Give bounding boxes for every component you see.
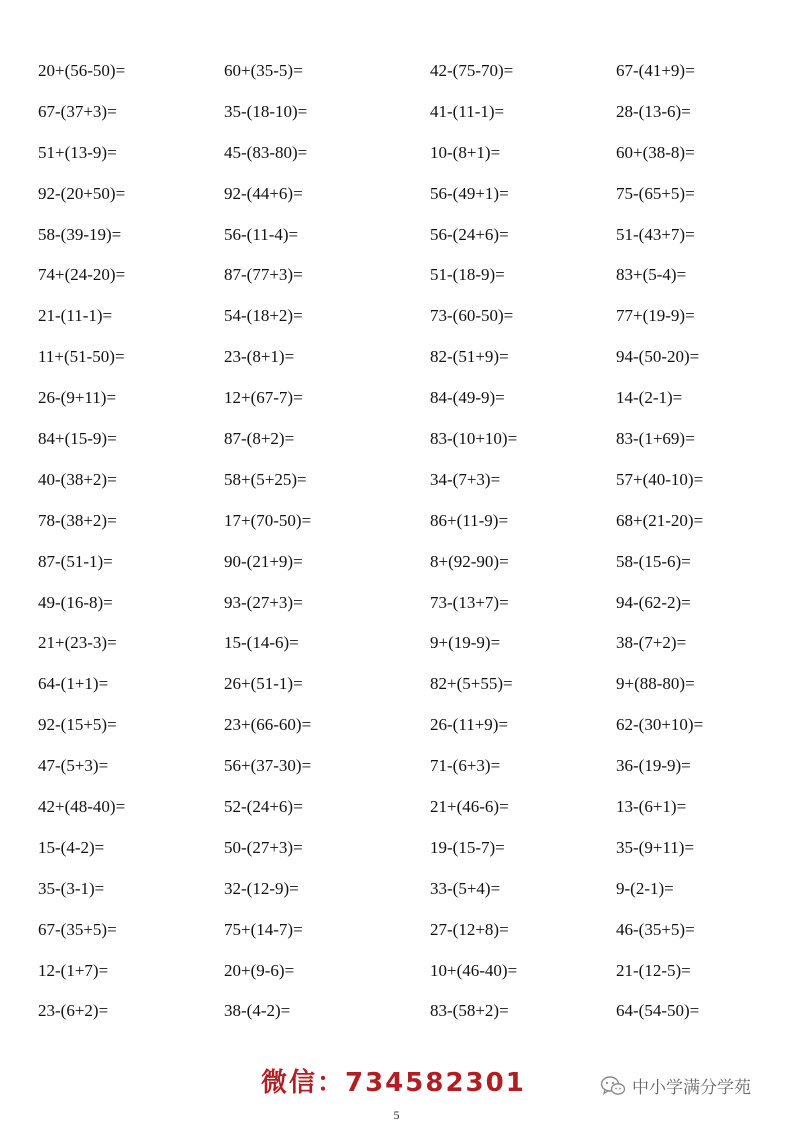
problem-row bbox=[0, 93, 793, 134]
problem-row bbox=[0, 461, 793, 502]
math-problem: 26-(9+11)= bbox=[38, 388, 117, 408]
problem-row bbox=[0, 706, 793, 747]
math-problem: 42+(48-40)= bbox=[38, 797, 126, 817]
math-problem: 23+(66-60)= bbox=[224, 715, 312, 735]
math-problem: 34-(7+3)= bbox=[430, 469, 501, 489]
problem-row bbox=[0, 216, 793, 257]
problem-row bbox=[0, 665, 793, 706]
problem-row bbox=[0, 992, 793, 1033]
math-problem: 60+(35-5)= bbox=[224, 61, 303, 80]
math-problem: 56-(49+1)= bbox=[430, 183, 509, 203]
math-problem: 83-(1+69)= bbox=[616, 429, 695, 449]
math-problem: 94-(50-20)= bbox=[616, 347, 700, 367]
math-problem: 45-(83-80)= bbox=[224, 142, 308, 162]
math-problem: 60+(38-8)= bbox=[616, 142, 695, 162]
math-problem: 77+(19-9)= bbox=[616, 306, 695, 326]
math-problem: 83+(5-4)= bbox=[616, 265, 687, 285]
math-problem: 56-(24+6)= bbox=[430, 224, 509, 244]
math-problem: 33-(5+4)= bbox=[430, 878, 501, 898]
problem-row bbox=[0, 747, 793, 788]
math-problem: 68+(21-20)= bbox=[616, 510, 704, 530]
math-problem: 86+(11-9)= bbox=[430, 510, 509, 530]
math-problem: 21+(23-3)= bbox=[38, 633, 117, 653]
math-problem: 12+(67-7)= bbox=[224, 388, 303, 408]
math-problem: 27-(12+8)= bbox=[430, 919, 509, 939]
math-problem: 94-(62-2)= bbox=[616, 592, 691, 612]
math-problem: 23-(8+1)= bbox=[224, 347, 295, 367]
problem-row bbox=[0, 256, 793, 297]
math-problem: 12-(1+7)= bbox=[38, 960, 109, 980]
math-problem: 87-(77+3)= bbox=[224, 265, 303, 285]
math-problem: 84+(15-9)= bbox=[38, 429, 117, 449]
brand-watermark bbox=[600, 1073, 751, 1098]
math-problem: 87-(8+2)= bbox=[224, 429, 295, 449]
math-problem: 15-(14-6)= bbox=[224, 633, 299, 653]
math-problem: 9+(88-80)= bbox=[616, 674, 695, 694]
math-problem: 75-(65+5)= bbox=[616, 183, 695, 203]
math-problem: 52-(24+6)= bbox=[224, 797, 303, 817]
math-problem: 67-(37+3)= bbox=[38, 101, 117, 121]
math-problem: 8+(92-90)= bbox=[430, 551, 509, 571]
math-problem: 17+(70-50)= bbox=[224, 510, 312, 530]
math-problem: 90-(21+9)= bbox=[224, 551, 303, 571]
math-problem: 64-(54-50)= bbox=[616, 1001, 700, 1021]
math-problem: 93-(27+3)= bbox=[224, 592, 303, 612]
page-number: 5 bbox=[393, 1108, 400, 1122]
math-problem: 84-(49-9)= bbox=[430, 388, 505, 408]
math-problem: 15-(4-2)= bbox=[38, 837, 105, 857]
problem-row bbox=[0, 788, 793, 829]
math-problem: 82-(51+9)= bbox=[430, 347, 509, 367]
math-problem: 32-(12-9)= bbox=[224, 878, 299, 898]
math-problem: 75+(14-7)= bbox=[224, 919, 303, 939]
math-problem: 10+(46-40)= bbox=[430, 960, 518, 980]
problem-grid bbox=[0, 52, 793, 1033]
math-problem: 38-(4-2)= bbox=[224, 1001, 291, 1021]
math-problem: 71-(6+3)= bbox=[430, 756, 501, 776]
problem-row bbox=[0, 829, 793, 870]
math-problem: 83-(58+2)= bbox=[430, 1001, 509, 1021]
math-problem: 92-(15+5)= bbox=[38, 715, 117, 735]
math-problem: 92-(20+50)= bbox=[38, 183, 126, 203]
math-problem: 58-(39-19)= bbox=[38, 224, 122, 244]
problem-row bbox=[0, 911, 793, 952]
math-problem: 9+(19-9)= bbox=[430, 633, 501, 653]
math-problem: 42-(75-70)= bbox=[430, 61, 514, 80]
wechat-contact: 微信：734582301 bbox=[261, 1068, 526, 1098]
math-problem: 21-(11-1)= bbox=[38, 306, 113, 326]
math-problem: 51-(43+7)= bbox=[616, 224, 695, 244]
brand-name: 中小学满分学苑 bbox=[632, 1078, 751, 1098]
math-problem: 54-(18+2)= bbox=[224, 306, 303, 326]
math-problem: 82+(5+55)= bbox=[430, 674, 513, 694]
math-problem: 21+(46-6)= bbox=[430, 797, 509, 817]
math-problem: 47-(5+3)= bbox=[38, 756, 109, 776]
math-problem: 14-(2-1)= bbox=[616, 388, 683, 408]
math-problem: 51+(13-9)= bbox=[38, 142, 117, 162]
problem-row bbox=[0, 379, 793, 420]
math-problem: 35-(18-10)= bbox=[224, 101, 308, 121]
problem-row bbox=[0, 338, 793, 379]
math-problem: 40-(38+2)= bbox=[38, 469, 117, 489]
math-problem: 56-(11-4)= bbox=[224, 224, 299, 244]
math-problem: 57+(40-10)= bbox=[616, 469, 704, 489]
math-problem: 9-(2-1)= bbox=[616, 878, 674, 898]
math-problem: 10-(8+1)= bbox=[430, 142, 501, 162]
math-problem: 19-(15-7)= bbox=[430, 837, 505, 857]
problem-row bbox=[0, 584, 793, 625]
math-problem: 20+(56-50)= bbox=[38, 61, 126, 80]
math-problem: 67-(41+9)= bbox=[616, 61, 695, 80]
math-problem: 78-(38+2)= bbox=[38, 510, 117, 530]
math-problem: 49-(16-8)= bbox=[38, 592, 113, 612]
math-problem: 51-(18-9)= bbox=[430, 265, 505, 285]
math-problem: 62-(30+10)= bbox=[616, 715, 704, 735]
math-problem: 21-(12-5)= bbox=[616, 960, 691, 980]
math-problem: 58-(15-6)= bbox=[616, 551, 691, 571]
math-problem: 36-(19-9)= bbox=[616, 756, 691, 776]
math-problem: 23-(6+2)= bbox=[38, 1001, 109, 1021]
problem-row bbox=[0, 543, 793, 584]
math-problem: 92-(44+6)= bbox=[224, 183, 303, 203]
wechat-icon bbox=[600, 1075, 626, 1097]
math-problem: 67-(35+5)= bbox=[38, 919, 117, 939]
problem-row bbox=[0, 175, 793, 216]
math-problem: 38-(7+2)= bbox=[616, 633, 687, 653]
problem-row bbox=[0, 134, 793, 175]
problem-row bbox=[0, 420, 793, 461]
math-problem: 26+(51-1)= bbox=[224, 674, 303, 694]
math-problem: 28-(13-6)= bbox=[616, 101, 691, 121]
math-problem: 35-(3-1)= bbox=[38, 878, 105, 898]
problem-row bbox=[0, 870, 793, 911]
math-problem: 58+(5+25)= bbox=[224, 469, 307, 489]
math-problem: 41-(11-1)= bbox=[430, 101, 505, 121]
math-problem: 64-(1+1)= bbox=[38, 674, 109, 694]
math-problem: 73-(60-50)= bbox=[430, 306, 514, 326]
math-problem: 73-(13+7)= bbox=[430, 592, 509, 612]
math-problem: 87-(51-1)= bbox=[38, 551, 113, 571]
math-problem: 13-(6+1)= bbox=[616, 797, 687, 817]
problem-row bbox=[0, 952, 793, 993]
math-problem: 74+(24-20)= bbox=[38, 265, 126, 285]
math-problem: 56+(37-30)= bbox=[224, 756, 312, 776]
problem-row bbox=[0, 502, 793, 543]
problem-row bbox=[0, 297, 793, 338]
math-problem: 50-(27+3)= bbox=[224, 837, 303, 857]
math-problem: 46-(35+5)= bbox=[616, 919, 695, 939]
math-problem: 26-(11+9)= bbox=[430, 715, 509, 735]
problem-row bbox=[0, 52, 793, 93]
math-problem: 20+(9-6)= bbox=[224, 960, 295, 980]
math-problem: 83-(10+10)= bbox=[430, 429, 518, 449]
problem-row bbox=[0, 624, 793, 665]
math-problem: 11+(51-50)= bbox=[38, 347, 125, 367]
math-problem: 35-(9+11)= bbox=[616, 837, 695, 857]
